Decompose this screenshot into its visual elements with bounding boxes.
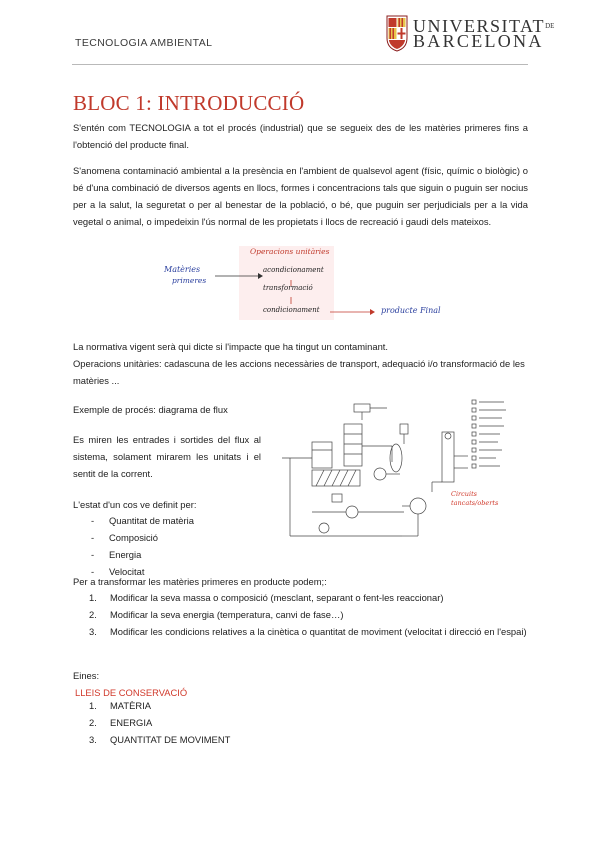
laws-list [89,697,339,748]
process-flow-diagram [272,396,528,554]
logo-wordmark-line1: $UNIVERSITAT^{DE}$ [413,16,555,36]
sketch-arrowhead-output [370,309,375,315]
list-item: 3. QUANTITAT DE MOVIMENT [89,734,231,745]
diagram-note-2: tancats/oberts [451,499,499,507]
transform-list [89,589,529,640]
tools-label: Eines: [73,670,100,681]
diagram-reactor [312,442,332,468]
sketch-input-label-1: Matèries [164,265,201,274]
sketch-step-1: acondicionament [263,266,324,274]
state-list [91,512,271,580]
transform-intro: Per a transformar les matèries primeres en producte podem;: [73,576,327,587]
list-item: - Composició [91,532,158,543]
diagram-pump-3 [319,523,329,533]
diagram-note-1: Circuits [451,490,478,498]
sketch-header-text: Operacions unitàries [250,247,330,256]
sketch-input-label-2: primeres [172,276,207,285]
state-intro: L'estat d'un cos ve definit per: [73,499,197,510]
list-item: - Quantitat de matèria [91,515,194,526]
list-item: 2. ENERGIA [89,717,153,728]
list-item: 1. MATÈRIA [89,700,151,711]
diagram-top-box [354,404,370,412]
sketch-step-2: transformació [263,284,313,292]
list-item: - Energia [91,549,142,560]
paragraph-flow-description: Es miren les entrades i sortides del flux al sistema, solament mirarem les unitats i el sentit de la corrent. [73,434,261,479]
diagram-heat-exchanger [410,498,426,514]
paragraph-regulation: La normativa vigent serà qui dicte si l'impacte que ha tingut un contaminant. [73,341,388,352]
diagram-pump-1 [374,468,386,480]
example-heading: Exemple de procés: diagrama de flux [73,404,228,415]
list-item: 3. Modificar les condicions relatives a la cinètica o quantitat de moviment (velocitat i direcció en l'espai) [89,626,527,637]
page-title: BLOC 1: INTRODUCCIÓ [73,91,305,115]
paragraph-definition-technology: S'entén com TECNOLOGIA a tot el procés (industrial) que se segueix des de les matèries primeres fins a l'obtenció del producte final. [73,122,528,150]
logo-wordmark-line2: BARCELONA [413,31,544,51]
diagram-column [344,424,362,466]
list-item: 2. Modificar la seva energia (temperatura, canvi de fase…) [89,609,344,620]
university-shield-logo [386,14,408,52]
paragraph-unit-operations: Operacions unitàries: cadascuna de les accions necessàries de transport, adequació i/o transformació de les matèries ... [73,358,525,386]
list-item: 1. Modificar la seva massa o composició (mesclant, separant o fent-les reaccionar) [89,592,444,603]
sketch-output-label: producte Final [381,306,441,315]
laws-heading: LLEIS DE CONSERVACIÓ [75,687,188,698]
document-header-label: TECNOLOGIA AMBIENTAL [75,37,213,49]
header-divider [72,64,528,65]
diagram-pump-2 [346,506,358,518]
list-item: - Velocitat [91,566,145,577]
sketch-step-3: condicionament [263,306,320,314]
paragraph-definition-pollution: S'anomena contaminació ambiental a la presència en l'ambient de qualsevol agent (físic, químic o biològic) o bé d'una combinació de diversos agents en llocs, formes i concentracions tals que siguin o puguin ser nocius per a la salut, la seguretat o per al benestar de la població, o bé, que puguin ser perjudicials per a la vida vegetal o animal, o impedeixin l'ús normal de les propietats i llocs de recreació i gaudi dels mateixos. [73,165,528,227]
diagram-storage-tank [442,432,454,482]
